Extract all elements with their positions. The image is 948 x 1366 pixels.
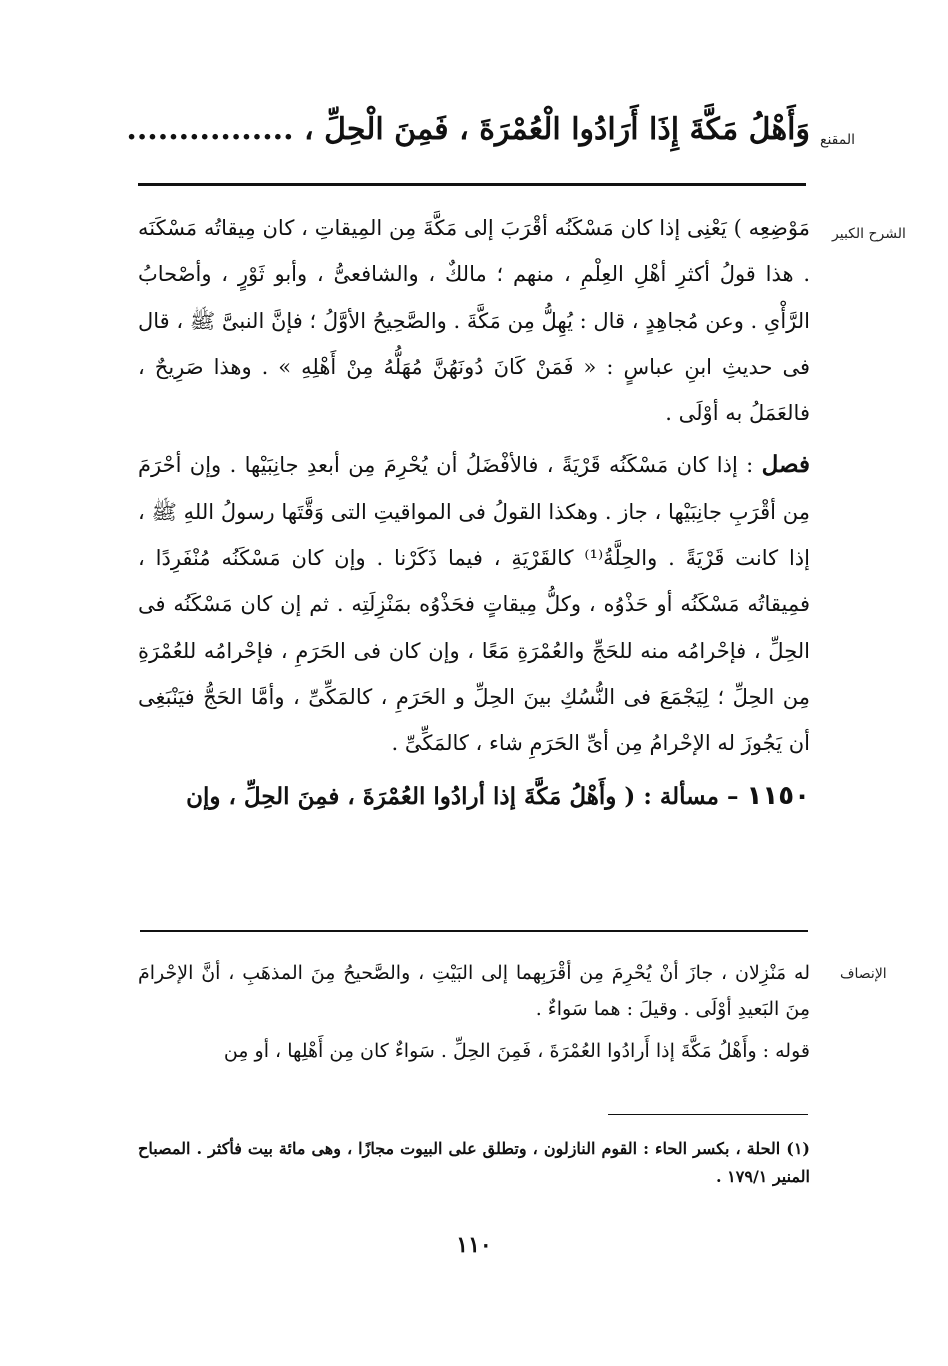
fasl-text: : إذا كان مَسْكَنُه قَرْيَةً ، فالأفْضَلُ أن يُحْرِمَ مِن أبعدِ جانِبَيْها . وإن أحْرَمَ مِن أقْرَبِ جانِبَيْها ، جاز . وهكذا القولُ فى المواقيتِ التى وَقَّتَها رسولُ اللهِ ﷺ ، إذا كانت قَرْيَةً . والحِلَّةُ⁽¹⁾ كالقَرْيَةِ ، فيما ذَكَرْنا . وإن كان مَسْكَنُه مُنْفَرِدًا ، فمِيقاتُه مَسْكَنُه أو حَذْوُه ، وكلُّ مِيقاتٍ فحَذْوُه بمَنْزِلَتِه . ثم إن كان مَسْكَنُه فى الحِلِّ ، فإحْرامُه منه للحَجِّ والعُمْرَةِ مَعًا ، وإن كان فى الحَرَمِ ، فإحْرامُه للعُمْرَةِ مِن الحِلِّ ؛ لِيَجْمَعَ فى النُّسُكِ بينَ الحِلِّ و الحَرَمِ ، كالمَكِّىِّ ، وأمَّا الحَجُّ فيَنْبَغِى أن يَجُوزَ له الإحْرامُ مِن أىِّ الحَرَمِ شاء ، كالمَكِّىِّ . (138, 453, 810, 756)
footnote: (١) الحلة ، بكسر الحاء : القوم النازلون ، وتطلق على البيوت مجازًا ، وهى مائة بيت فأكثر . المصباح المنير ١٧٩/١ . (138, 1139, 810, 1186)
masala-number: ١١٥٠ (746, 780, 810, 811)
matn-dots: ................ (126, 112, 294, 147)
insaf-label: الإنصاف (840, 966, 887, 982)
insaf-section (138, 955, 810, 1075)
sharh-paragraph-1: مَوْضِعِه ) يَعْنِى إذا كان مَسْكَنُه أقْرَبَ إلى مَكَّةَ مِن المِيقاتِ ، كان مِيقاتُه مَسْكَنَه . هذا قولُ أكثرِ أهْلِ العِلْمِ ، منهم ؛ مالكٌ ، والشافعىُّ ، وأبو ثَوْرٍ ، وأصْحابُ الرَّأْىِ . وعن مُجاهِدٍ ، قال : يُهِلُّ مِن مَكَّةَ . والصَّحِيحُ الأوَّلُ ؛ فإنَّ النبىَّ ﷺ ، قال فى حديثِ ابنِ عباسٍ : « فَمَنْ كَانَ دُونَهُنَّ مُهَلُّهُ مِنْ أَهْلِهِ » . وهذا صَرِيحٌ ، فالعَمَلُ به أوْلَى . (138, 216, 810, 426)
fasl-heading: فصل (761, 451, 810, 479)
page-number: ١١٠ (456, 1232, 492, 1258)
sharh-paragraph-2 (138, 442, 810, 766)
matn-divider (138, 183, 806, 186)
footnote-divider (608, 1114, 808, 1115)
sharh-divider (140, 930, 808, 932)
sharh-label: الشرح الكبير (832, 226, 906, 242)
masala-line (138, 773, 810, 820)
muqni-label: المقنع (820, 132, 856, 148)
matn-sentence: وَأَهْلُ مَكَّةَ إِذَا أَرَادُوا الْعُمْرَةَ ، فَمِنَ الْحِلِّ ، (303, 112, 810, 147)
sharh-section (138, 205, 810, 826)
matn-text (126, 112, 810, 147)
masala-text: – مسألة : ( وأَهْلُ مَكَّةَ إذا أرادُوا العُمْرَةَ ، فمِنَ الحِلِّ ، وإن (186, 782, 747, 810)
insaf-paragraph-2: قوله : وأَهْلُ مَكَّةَ إذا أَرادُوا العُمْرَةَ ، فَمِنَ الحِلِّ . سَواءٌ كان مِن أَهْلِها ، أو مِن (223, 1040, 810, 1062)
insaf-paragraph-1: له مَنْزِلان ، جازَ أنْ يُحْرِمَ مِن أقْرَبِهما إلى البَيْتِ ، والصَّحيحُ مِنَ المذهَبِ ، أنَّ الإحْرامَ مِنَ البَعيدِ أوْلَى . وقيلَ : هما سَواءٌ . (138, 962, 810, 1020)
